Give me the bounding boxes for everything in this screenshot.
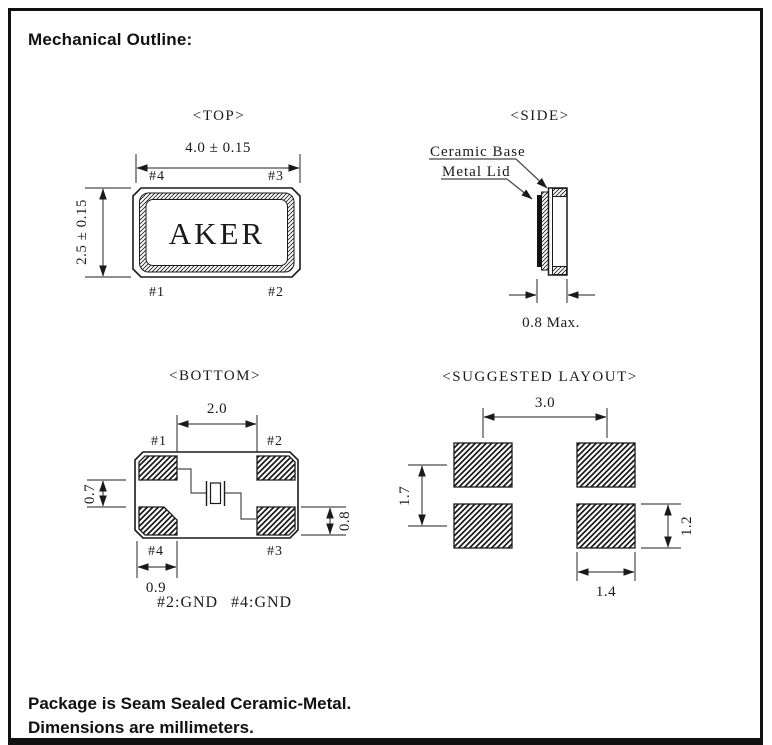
top-height-dimension-text: 2.5 ± 0.15 <box>74 199 90 265</box>
bottom-pin1-label: #1 <box>151 434 167 449</box>
gnd-note-pin2: #2:GND <box>157 594 219 611</box>
footer-note-package: Package is Seam Sealed Ceramic-Metal. <box>28 694 352 713</box>
bottom-view <box>82 368 353 611</box>
pad-1 <box>139 456 177 480</box>
bottom-pin4-label: #4 <box>148 544 164 559</box>
pad-span-dimension-text: 2.0 <box>206 401 228 417</box>
pitch-y-dimension-text: 1.7 <box>397 485 413 507</box>
bottom-pin2-label: #2 <box>267 434 283 449</box>
castellation-pad-top <box>553 189 567 197</box>
bottom-pin3-label: #3 <box>267 544 283 559</box>
land-width-dimension-text: 1.4 <box>595 584 617 600</box>
land-height-dimension-text: 1.2 <box>679 515 695 537</box>
pad-2 <box>257 456 295 480</box>
land-pad-top-right <box>577 443 635 487</box>
metal-lid-callout: Metal Lid <box>442 164 511 180</box>
seam-profile <box>542 192 549 270</box>
side-view <box>429 108 595 331</box>
crystal-element <box>211 483 221 504</box>
pad-height-dimension-text: 0.8 <box>337 510 353 532</box>
top-view-title: <TOP> <box>192 108 246 124</box>
gnd-note-pin4: #4:GND <box>231 594 293 611</box>
footer-notes <box>28 692 351 740</box>
ceramic-base-callout: Ceramic Base <box>430 144 526 160</box>
ceramic-base-profile <box>549 188 568 275</box>
footer-note-units: Dimensions are millimeters. <box>28 718 254 737</box>
land-pad-bottom-left <box>454 504 512 548</box>
castellation-pad-bottom <box>553 267 567 275</box>
top-view <box>74 108 300 300</box>
thickness-dimension-text: 0.8 Max. <box>522 315 580 331</box>
side-view-title: <SIDE> <box>510 108 570 124</box>
pitch-x-dimension-text: 3.0 <box>534 395 556 411</box>
pad-gap-dimension-text: 0.7 <box>82 483 98 505</box>
top-pin2-label: #2 <box>268 285 284 300</box>
suggested-layout-view <box>397 369 695 600</box>
metal-lid-leader-arrow <box>507 179 532 199</box>
top-pin1-label: #1 <box>149 285 165 300</box>
land-pad-top-left <box>454 443 512 487</box>
pad-3 <box>257 507 295 535</box>
page-title: Mechanical Outline: <box>28 30 193 49</box>
metal-lid-profile <box>537 195 542 267</box>
top-pin4-label: #4 <box>149 169 165 184</box>
bottom-view-title: <BOTTOM> <box>169 368 261 384</box>
layout-view-title: <SUGGESTED LAYOUT> <box>442 369 638 385</box>
ceramic-base-leader-arrow <box>516 159 547 188</box>
top-width-dimension-text: 4.0 ± 0.15 <box>185 140 251 156</box>
top-pin3-label: #3 <box>268 169 284 184</box>
brand-marking: AKER <box>168 216 266 251</box>
land-pad-bottom-right <box>577 504 635 548</box>
pad-width-dimension-text: 0.9 <box>145 580 167 596</box>
